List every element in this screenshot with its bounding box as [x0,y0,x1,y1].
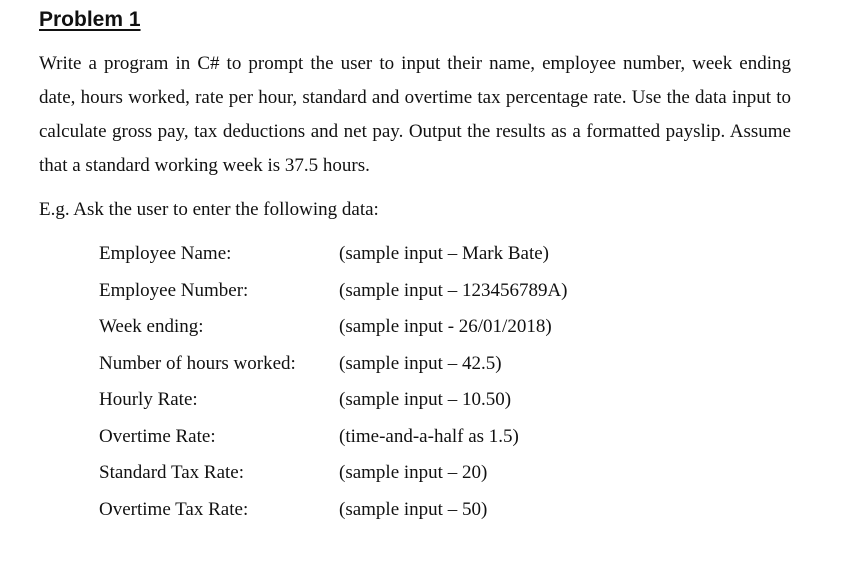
data-intro: E.g. Ask the user to enter the following data: [39,199,379,220]
field-sample: (sample input - 26/01/2018) [339,316,552,337]
input-fields-list [99,236,799,528]
field-label: Overtime Rate: [99,425,216,447]
problem-description: Write a program in C# to prompt the user to input their name, employee number, week ending date, hours worked, rate per hour, standard and overtime tax percentage rate. Use the data input to calculate gross pay, tax deductions and net pay. Output the results as a formatted payslip. Assume that a standard working week is 37.5 hours. [39,53,791,176]
field-row-overtime-rate [99,419,799,456]
field-sample: (time-and-a-half as 1.5) [339,425,519,447]
field-row-hours-worked [99,346,799,383]
field-label: Number of hours worked: [99,352,296,374]
field-label: Employee Number: [99,279,249,301]
field-row-hourly-rate [99,382,799,419]
field-sample: (sample input – 20) [339,462,488,483]
field-sample: (sample input – 42.5) [339,352,502,374]
field-label: Week ending: [99,316,204,337]
field-row-week-ending [99,309,799,346]
field-sample: (sample input – 123456789A) [339,279,568,301]
field-sample: (sample input – Mark Bate) [339,243,550,264]
field-sample: (sample input – 50) [339,498,488,520]
field-sample: (sample input – 10.50) [339,389,512,410]
field-row-employee-number [99,273,799,310]
field-row-standard-tax-rate [99,455,799,492]
problem-heading: Problem 1 [39,8,141,31]
field-label: Standard Tax Rate: [99,462,245,483]
field-row-overtime-tax-rate [99,492,799,529]
field-row-employee-name [99,236,799,273]
field-label: Overtime Tax Rate: [99,498,249,520]
field-label: Employee Name: [99,243,232,264]
field-label: Hourly Rate: [99,389,198,410]
